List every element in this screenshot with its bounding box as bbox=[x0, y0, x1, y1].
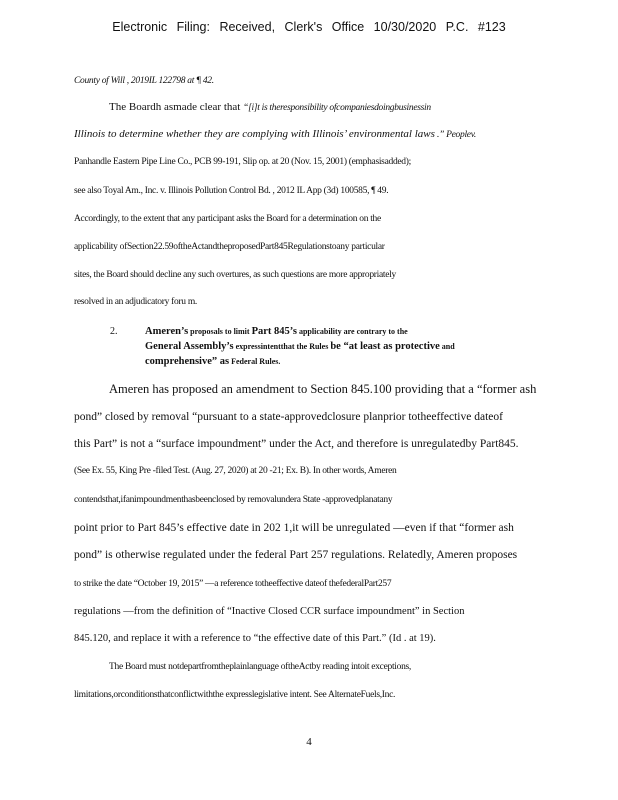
quote-span: Illinois to determine whether they are complying with Illinois’ environmental laws bbox=[74, 128, 435, 140]
heading-span: Ameren’s bbox=[145, 326, 189, 337]
heading-line bbox=[145, 324, 541, 339]
text-line: to strike the date “October 19, 2015” —a reference totheeffective dateof thefederalPart257 bbox=[74, 579, 392, 589]
text-line: 845.120, and replace it with a reference to “the effective date of this Part.” (Id . at 19). bbox=[74, 633, 436, 644]
text-line: point prior to Part 845’s effective date in 202 1,it will be unregulated —even if that “former ash bbox=[74, 522, 514, 534]
text-line: contendsthat,ifanimpoundmenthasbeenclosed by removalundera State -approvedplanatany bbox=[74, 495, 393, 505]
quote-span: “[i]t is theresponsibility ofcompaniesdoingbusinessin bbox=[243, 103, 431, 113]
heading-line bbox=[145, 339, 541, 354]
filing-header: Electronic Filing: Received, Clerk's Office 10/30/2020 P.C. #123 bbox=[112, 20, 506, 34]
text-line: this Part” is not a “surface impoundment” under the Act, and therefore is unregulatedby Part845. bbox=[74, 438, 519, 450]
heading-span: comprehensive” as bbox=[145, 356, 230, 367]
text-line: (See Ex. 55, King Pre -filed Test. (Aug. 27, 2020) at 20 -21; Ex. B). In other words, Ameren bbox=[74, 466, 397, 476]
text-line: pond” closed by removal “pursuant to a state-approvedclosure planprior totheeffective dateof bbox=[74, 411, 503, 423]
citation-span: .” Peoplev. bbox=[434, 130, 476, 140]
text-line: sites, the Board should decline any such overtures, as such questions are more appropriately bbox=[74, 270, 396, 280]
text-line: Accordingly, to the extent that any participant asks the Board for a determination on the bbox=[74, 214, 381, 224]
heading-span: expressintentthat the Rules bbox=[233, 342, 331, 351]
section-heading bbox=[145, 324, 541, 369]
text-line: resolved in an adjudicatory foru m. bbox=[74, 297, 197, 307]
section-number: 2. bbox=[110, 326, 118, 337]
heading-line bbox=[145, 354, 541, 369]
text-line bbox=[74, 127, 540, 142]
heading-span: Part 845’s bbox=[251, 326, 297, 337]
heading-span: proposals to limit bbox=[188, 327, 252, 336]
heading-span: General Assembly’s bbox=[145, 341, 234, 352]
citation-line: County of Will , 2019IL 122798 at ¶ 42. bbox=[74, 76, 214, 86]
text-span: The Boardh asmade clear that bbox=[109, 101, 244, 113]
text-line: regulations —from the definition of “Inactive Closed CCR surface impoundment” in Section bbox=[74, 606, 465, 617]
text-line: pond” is otherwise regulated under the federal Part 257 regulations. Relatedly, Ameren proposes bbox=[74, 549, 518, 561]
text-line: see also Toyal Am., Inc. v. Illinois Pollution Control Bd. , 2012 IL App (3d) 100585, ¶ 49. bbox=[74, 186, 389, 196]
text-line: Ameren has proposed an amendment to Section 845.100 providing that a “former ash bbox=[109, 382, 537, 396]
heading-span: be “at least as protective bbox=[330, 341, 440, 352]
page-number: 4 bbox=[306, 736, 312, 748]
text-line bbox=[109, 100, 575, 115]
text-line: limitations,orconditionsthatconflictwiththe expresslegislative intent. See AlternateFuels,Inc. bbox=[74, 690, 396, 700]
text-line: The Board must notdepartfromtheplainlanguage oftheActby reading intoit exceptions, bbox=[109, 662, 412, 672]
heading-span: applicability are contrary to the bbox=[296, 327, 408, 336]
heading-span: and bbox=[439, 342, 455, 351]
text-line: applicability ofSection22.59oftheActandtheproposedPart845Regulationstoany particular bbox=[74, 242, 385, 252]
heading-span: Federal Rules. bbox=[229, 357, 281, 366]
text-line: Panhandle Eastern Pipe Line Co., PCB 99-191, Slip op. at 20 (Nov. 15, 2001) (emphasisadded); bbox=[74, 157, 411, 167]
